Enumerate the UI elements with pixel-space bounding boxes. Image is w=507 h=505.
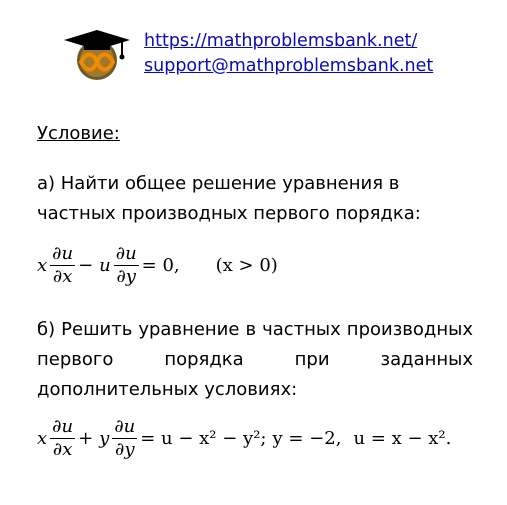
eq1-frac-du-dy: $\frac{\partial u}{\partial y}$ — [115, 243, 137, 287]
eq2-condition-y: y = −2, — [272, 428, 342, 449]
eq2-rhs: = u − x² − y²; — [140, 428, 267, 449]
eq1-frac-du-dx: $\frac{\partial u}{\partial x}$ — [52, 243, 74, 287]
eq2-y: y — [99, 428, 110, 449]
eq2-x: x — [37, 428, 48, 449]
equation-a — [37, 244, 278, 287]
email-link[interactable]: support@mathproblemsbank.net — [144, 56, 434, 76]
website-link[interactable]: https://mathproblemsbank.net/ — [144, 31, 418, 51]
equation-b — [37, 417, 451, 460]
contact-links — [144, 29, 433, 79]
condition-heading: Условие: — [37, 123, 120, 144]
eq2-plus: + — [78, 428, 94, 449]
eq2-frac-du-dy: $\frac{\partial u}{\partial y}$ — [114, 416, 136, 460]
eq1-x: x — [37, 255, 48, 276]
eq1-u: u — [99, 255, 111, 276]
eq1-equals: = 0, — [141, 255, 180, 276]
eq2-condition-u: u = x − x². — [353, 428, 452, 449]
eq2-frac-du-dx: $\frac{\partial u}{\partial x}$ — [52, 416, 74, 460]
graduation-cap-infinity-logo — [62, 24, 132, 84]
part-b-text: б) Решить уравнение в частных производных первого порядка при заданных дополнительных условиях: — [37, 319, 473, 400]
eq1-minus: − — [78, 255, 94, 276]
part-a-text: а) Найти общее решение уравнения в частных производных первого порядка: — [37, 173, 421, 224]
eq1-condition: (x > 0) — [215, 255, 278, 276]
